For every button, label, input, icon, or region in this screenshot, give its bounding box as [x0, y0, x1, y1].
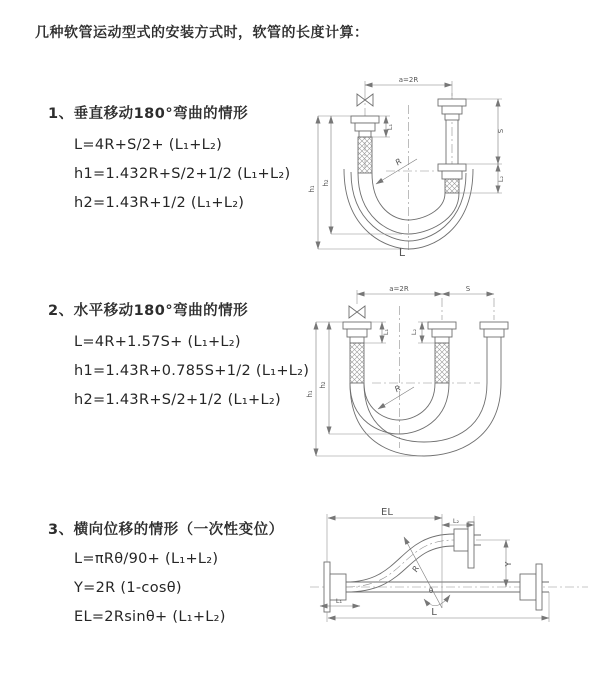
dim-label-s: S — [465, 285, 471, 293]
section-2-heading: 2、水平移动180°弯曲的情形 — [48, 303, 249, 319]
formula-y: Y=2R (1-cosθ) — [74, 580, 182, 596]
dim-label-span: a=2R — [389, 285, 409, 293]
dim-label-h1: h₁ — [306, 390, 314, 398]
centerlines — [310, 540, 588, 587]
dim-label-l1: L₁ — [386, 123, 394, 131]
dimensions — [308, 76, 505, 257]
hose-assembly — [324, 522, 549, 612]
vertical-bend-diagram — [302, 71, 594, 257]
formula-h2: h2=1.43R+S/2+1/2 (L₁+L₂) — [74, 392, 281, 408]
dim-label-h2: h₂ — [322, 179, 330, 187]
page-title: 几种软管运动型式的安装方式时，软管的长度计算： — [35, 25, 369, 41]
dim-label-el: EL — [381, 507, 393, 518]
dim-label-l1: L₁ — [382, 328, 390, 336]
dim-label-length: L — [431, 607, 437, 618]
formula-el: EL=2Rsinθ+ (L₁+L₂) — [74, 609, 226, 625]
section-1-formulas — [74, 137, 290, 211]
section-3 — [48, 518, 284, 638]
section-2 — [48, 299, 309, 421]
dim-label-s: S — [497, 128, 505, 134]
dim-label-h2: h₂ — [319, 381, 327, 389]
dimensions — [320, 507, 549, 622]
dim-label-l2: L₂ — [410, 328, 418, 336]
formula-l: L=4R+S/2+ (L₁+L₂) — [74, 137, 223, 153]
section-2-formulas — [74, 334, 309, 408]
section-3-formulas — [74, 551, 284, 625]
dim-label-span: a=2R — [398, 76, 419, 84]
dim-label-radius: R — [393, 383, 403, 395]
lateral-displacement-diagram — [302, 500, 594, 652]
formula-h2: h2=1.43R+1/2 (L₁+L₂) — [74, 195, 245, 211]
dim-label-y: Y — [504, 561, 513, 567]
formula-l: L=πRθ/90+ (L₁+L₂) — [74, 551, 219, 567]
centerlines — [365, 91, 452, 252]
formula-h1: h1=1.432R+S/2+1/2 (L₁+L₂) — [74, 166, 291, 182]
dim-label-l2: L₂ — [452, 517, 460, 525]
dim-label-l2: L₂ — [497, 175, 505, 183]
dim-label-radius: R — [410, 564, 422, 574]
formula-l: L=4R+1.57S+ (L₁+L₂) — [74, 334, 241, 350]
dim-label-radius: R — [393, 156, 404, 168]
valve-icon — [349, 306, 365, 318]
section-1 — [48, 102, 290, 224]
section-1-heading: 1、垂直移动180°弯曲的情形 — [48, 106, 249, 122]
centerlines — [372, 298, 494, 448]
dim-label-h1: h₁ — [308, 185, 316, 193]
horizontal-bend-diagram — [302, 282, 594, 460]
dim-label-l1: L₁ — [335, 597, 343, 605]
section-3-heading: 3、横向位移的情形（一次性变位） — [48, 522, 284, 538]
formula-h1: h1=1.43R+0.785S+1/2 (L₁+L₂) — [74, 363, 310, 379]
dim-label-length: L — [398, 246, 406, 257]
dim-label-theta: θ — [428, 587, 434, 595]
hose-assembly — [343, 322, 508, 456]
